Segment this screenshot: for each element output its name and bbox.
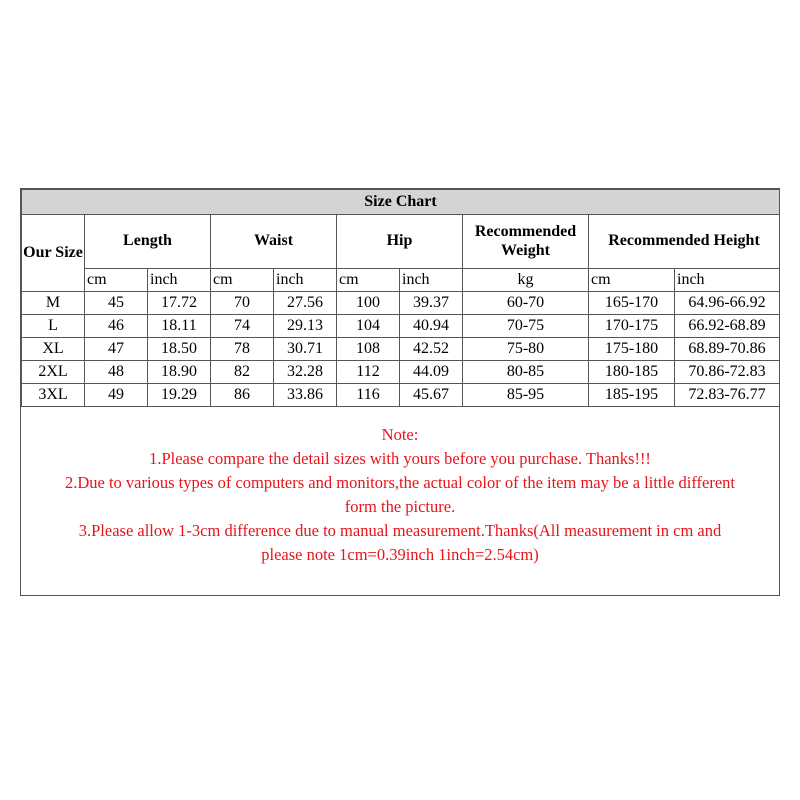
unit-cm: cm xyxy=(85,269,148,292)
chart-title: Size Chart xyxy=(22,190,780,215)
cell-length-inch: 18.90 xyxy=(148,361,211,384)
cell-length-cm: 48 xyxy=(85,361,148,384)
cell-size: 2XL xyxy=(22,361,85,384)
table-row xyxy=(22,384,780,407)
note-line-2b: form the picture. xyxy=(344,497,456,516)
cell-height-inch: 70.86-72.83 xyxy=(675,361,780,384)
cell-height-inch: 66.92-68.89 xyxy=(675,315,780,338)
cell-weight-kg: 70-75 xyxy=(463,315,589,338)
cell-waist-cm: 82 xyxy=(211,361,274,384)
cell-hip-inch: 39.37 xyxy=(400,292,463,315)
cell-hip-inch: 42.52 xyxy=(400,338,463,361)
cell-hip-cm: 112 xyxy=(337,361,400,384)
cell-hip-cm: 100 xyxy=(337,292,400,315)
header-recommended-weight: Recommended Weight xyxy=(463,215,589,269)
table-row xyxy=(22,338,780,361)
cell-hip-cm: 116 xyxy=(337,384,400,407)
unit-kg: kg xyxy=(463,269,589,292)
cell-waist-inch: 29.13 xyxy=(274,315,337,338)
unit-cm: cm xyxy=(337,269,400,292)
cell-length-cm: 45 xyxy=(85,292,148,315)
cell-weight-kg: 85-95 xyxy=(463,384,589,407)
size-table xyxy=(21,189,780,407)
cell-hip-inch: 45.67 xyxy=(400,384,463,407)
cell-length-inch: 18.11 xyxy=(148,315,211,338)
cell-height-cm: 170-175 xyxy=(589,315,675,338)
cell-hip-cm: 104 xyxy=(337,315,400,338)
cell-weight-kg: 80-85 xyxy=(463,361,589,384)
size-chart xyxy=(20,188,780,596)
cell-length-inch: 19.29 xyxy=(148,384,211,407)
cell-height-inch: 64.96-66.92 xyxy=(675,292,780,315)
cell-length-cm: 47 xyxy=(85,338,148,361)
cell-waist-cm: 70 xyxy=(211,292,274,315)
cell-height-inch: 72.83-76.77 xyxy=(675,384,780,407)
header-hip: Hip xyxy=(337,215,463,269)
unit-inch: inch xyxy=(148,269,211,292)
unit-cm: cm xyxy=(589,269,675,292)
note-line-1: 1.Please compare the detail sizes with yours before you purchase. Thanks!!! xyxy=(149,449,651,468)
cell-length-inch: 18.50 xyxy=(148,338,211,361)
cell-size: XL xyxy=(22,338,85,361)
note-line-3b: please note 1cm=0.39inch 1inch=2.54cm) xyxy=(261,545,539,564)
notes-section xyxy=(21,423,779,567)
cell-waist-inch: 27.56 xyxy=(274,292,337,315)
cell-size: M xyxy=(22,292,85,315)
cell-height-cm: 185-195 xyxy=(589,384,675,407)
note-line-3a: 3.Please allow 1-3cm difference due to manual measurement.Thanks(All measurement in cm and xyxy=(78,521,722,540)
cell-length-inch: 17.72 xyxy=(148,292,211,315)
note-line-2a: 2.Due to various types of computers and monitors,the actual color of the item may be a little different xyxy=(64,473,736,492)
cell-waist-cm: 74 xyxy=(211,315,274,338)
header-our-size: Our Size xyxy=(22,215,85,292)
header-length: Length xyxy=(85,215,211,269)
header-recommended-height: Recommended Height xyxy=(589,215,780,269)
cell-height-cm: 180-185 xyxy=(589,361,675,384)
cell-length-cm: 46 xyxy=(85,315,148,338)
cell-height-cm: 175-180 xyxy=(589,338,675,361)
cell-hip-cm: 108 xyxy=(337,338,400,361)
cell-size: 3XL xyxy=(22,384,85,407)
unit-cm: cm xyxy=(211,269,274,292)
header-waist: Waist xyxy=(211,215,337,269)
table-row xyxy=(22,292,780,315)
cell-waist-cm: 78 xyxy=(211,338,274,361)
cell-size: L xyxy=(22,315,85,338)
unit-inch: inch xyxy=(400,269,463,292)
cell-height-inch: 68.89-70.86 xyxy=(675,338,780,361)
cell-hip-inch: 40.94 xyxy=(400,315,463,338)
cell-weight-kg: 75-80 xyxy=(463,338,589,361)
table-row xyxy=(22,315,780,338)
cell-waist-inch: 32.28 xyxy=(274,361,337,384)
cell-hip-inch: 44.09 xyxy=(400,361,463,384)
cell-waist-inch: 33.86 xyxy=(274,384,337,407)
cell-waist-inch: 30.71 xyxy=(274,338,337,361)
cell-length-cm: 49 xyxy=(85,384,148,407)
cell-height-cm: 165-170 xyxy=(589,292,675,315)
cell-weight-kg: 60-70 xyxy=(463,292,589,315)
cell-waist-cm: 86 xyxy=(211,384,274,407)
table-row xyxy=(22,361,780,384)
unit-inch: inch xyxy=(675,269,780,292)
note-heading: Note: xyxy=(381,425,419,444)
unit-inch: inch xyxy=(274,269,337,292)
